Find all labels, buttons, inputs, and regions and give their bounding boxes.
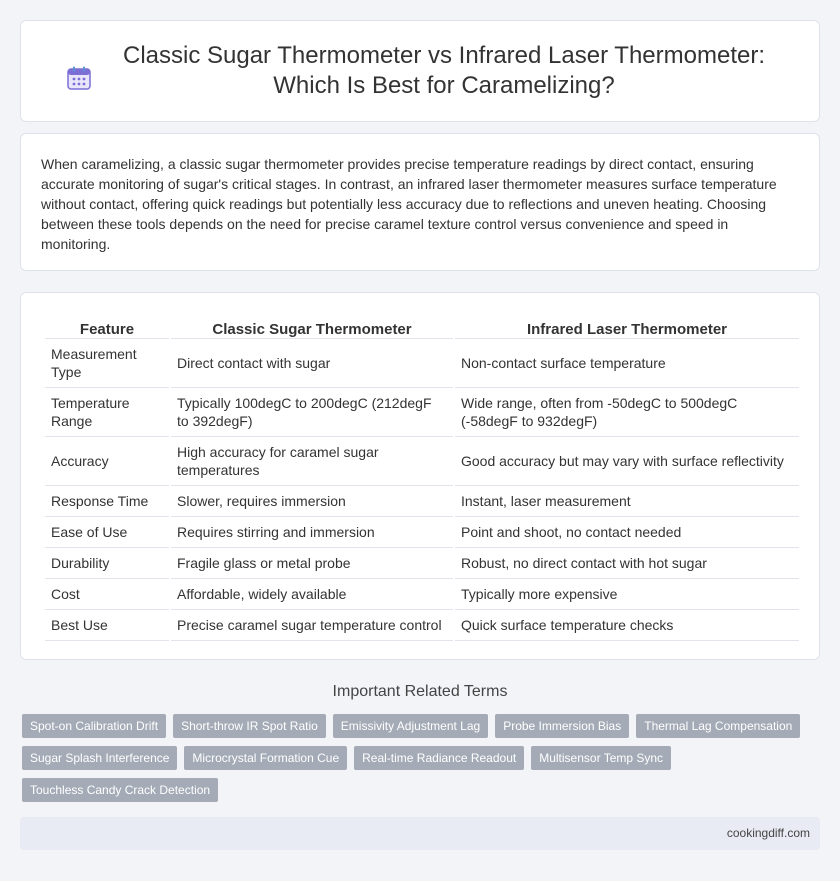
cell-infrared: Typically more expensive <box>455 579 799 610</box>
cell-feature: Temperature Range <box>45 388 169 437</box>
term-tag[interactable]: Spot-on Calibration Drift <box>22 714 166 738</box>
intro-paragraph: When caramelizing, a classic sugar thermometer provides precise temperature readings by direct contact, ensuring accurate monitoring of sugar's critical stages. In contrast, an infrared laser thermometer measures surface temperature without contact, offering quick readings but potentially less accuracy due to reflections and uneven heating. Choosing between these tools depends on the need for precise caramel texture control versus convenience and speed in monitoring. <box>41 156 777 252</box>
table-row <box>45 388 799 437</box>
cell-infrared: Point and shoot, no contact needed <box>455 517 799 548</box>
cell-feature: Durability <box>45 548 169 579</box>
cell-classic: Direct contact with sugar <box>171 339 453 388</box>
footer <box>20 817 820 850</box>
header-classic: Classic Sugar Thermometer <box>171 313 453 339</box>
calendar-icon <box>66 65 92 91</box>
term-tag[interactable]: Real-time Radiance Readout <box>354 746 524 770</box>
intro-card <box>20 133 820 271</box>
cell-classic: Precise caramel sugar temperature control <box>171 610 453 641</box>
table-row <box>45 517 799 548</box>
cell-feature: Best Use <box>45 610 169 641</box>
term-tag[interactable]: Probe Immersion Bias <box>495 714 629 738</box>
title-wrap <box>66 41 774 101</box>
table-row <box>45 610 799 641</box>
table-header-row <box>45 313 799 339</box>
related-terms-list <box>22 714 812 810</box>
cell-classic: Affordable, widely available <box>171 579 453 610</box>
cell-infrared: Robust, no direct contact with hot sugar <box>455 548 799 579</box>
cell-classic: Slower, requires immersion <box>171 486 453 517</box>
comparison-table-card <box>20 292 820 660</box>
cell-feature: Response Time <box>45 486 169 517</box>
term-tag[interactable]: Sugar Splash Interference <box>22 746 177 770</box>
term-tag[interactable]: Microcrystal Formation Cue <box>184 746 347 770</box>
cell-infrared: Quick surface temperature checks <box>455 610 799 641</box>
footer-site-link[interactable]: cookingdiff.com <box>726 826 810 840</box>
title-card <box>20 20 820 122</box>
cell-feature: Ease of Use <box>45 517 169 548</box>
table-row <box>45 437 799 486</box>
related-terms-heading: Important Related Terms <box>332 683 508 700</box>
page-title: Classic Sugar Thermometer vs Infrared Laser Thermometer: Which Is Best for Caramelizing? <box>122 42 765 99</box>
table-row <box>45 548 799 579</box>
header-infrared: Infrared Laser Thermometer <box>455 313 799 339</box>
cell-infrared: Instant, laser measurement <box>455 486 799 517</box>
cell-classic: Requires stirring and immersion <box>171 517 453 548</box>
cell-feature: Accuracy <box>45 437 169 486</box>
cell-infrared: Good accuracy but may vary with surface reflectivity <box>455 437 799 486</box>
cell-feature: Measurement Type <box>45 339 169 388</box>
cell-classic: Fragile glass or metal probe <box>171 548 453 579</box>
cell-feature: Cost <box>45 579 169 610</box>
header-feature: Feature <box>45 313 169 339</box>
term-tag[interactable]: Emissivity Adjustment Lag <box>333 714 488 738</box>
cell-classic: High accuracy for caramel sugar temperatures <box>171 437 453 486</box>
cell-classic: Typically 100degC to 200degC (212degF to 392degF) <box>171 388 453 437</box>
term-tag[interactable]: Touchless Candy Crack Detection <box>22 778 218 802</box>
table-row <box>45 339 799 388</box>
table-row <box>45 486 799 517</box>
cell-infrared: Wide range, often from -50degC to 500degC (-58degF to 932degF) <box>455 388 799 437</box>
table-row <box>45 579 799 610</box>
cell-infrared: Non-contact surface temperature <box>455 339 799 388</box>
term-tag[interactable]: Thermal Lag Compensation <box>636 714 800 738</box>
term-tag[interactable]: Short-throw IR Spot Ratio <box>173 714 326 738</box>
term-tag[interactable]: Multisensor Temp Sync <box>531 746 671 770</box>
comparison-table <box>43 313 801 641</box>
